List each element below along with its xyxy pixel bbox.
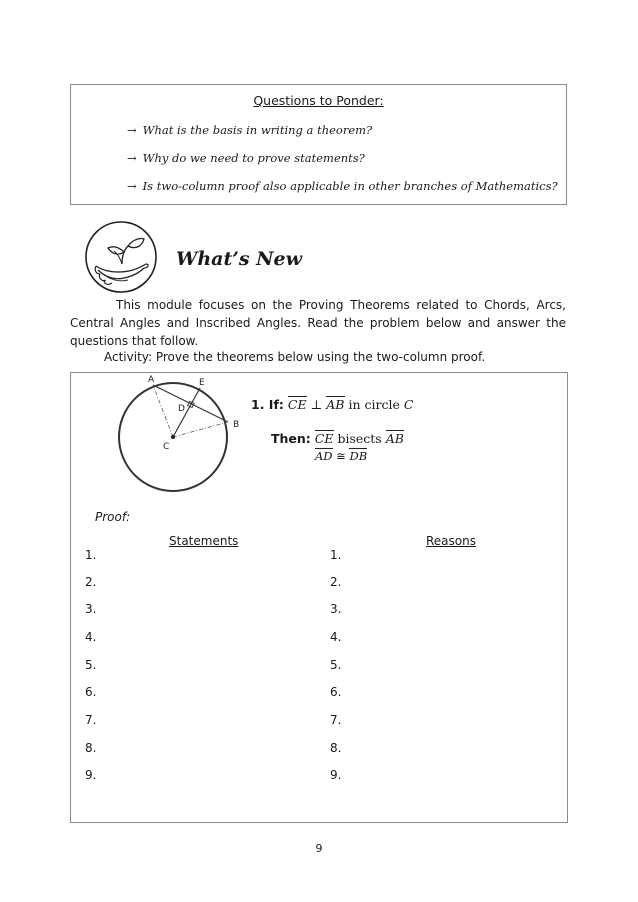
hands-with-sprout-icon [84,220,158,294]
reason-number: 3. [330,602,342,616]
reason-number: 6. [330,685,342,699]
congruent-symbol: ≅ [332,449,350,463]
reason-number: 8. [330,741,342,755]
center-point [171,435,175,439]
question-text: Is two-column proof also applicable in other branches of Mathematics? [142,179,558,193]
segment-ce-label: CE [287,397,307,412]
label-d: D [178,404,185,414]
reason-number: 7. [330,713,342,727]
arrow-icon: → [127,151,137,165]
in-circle-text: in circle [344,397,404,412]
statement-number: 8. [85,741,97,755]
segment-ad-label: AD [315,449,333,463]
statement-number: 3. [85,602,97,616]
label-e: E [199,378,205,388]
congruence-statement [315,449,367,463]
perpendicular-symbol: ⊥ [306,397,327,412]
circle-diagram [115,373,275,498]
proof-box [70,372,568,823]
statement-number: 4. [85,630,97,644]
question-text: Why do we need to prove statements? [142,151,365,165]
if-label: 1. If: [251,397,284,412]
bisects-text: bisects [333,431,386,446]
activity-instruction: Activity: Prove the theorems below using the two-column proof. [104,350,486,364]
arrow-icon: → [127,123,137,137]
reason-number: 4. [330,630,342,644]
statement-number: 1. [85,548,97,562]
question-item [127,123,372,137]
label-c: C [163,442,170,452]
then-label: Then: [271,431,311,446]
question-text: What is the basis in writing a theorem? [142,123,373,137]
question-item [127,179,558,193]
intro-paragraph: This module focuses on the Proving Theorems related to Chords, Arcs, Central Angles and Inscribed Angles. Read the problem below and answer the questions that follow. [70,298,566,348]
section-title: What’s New [176,248,302,270]
statements-header: Statements [169,534,239,548]
segment-ab-label: AB [385,431,404,446]
page-number: 9 [315,842,323,855]
segment-db-label: DB [349,449,368,463]
radius-cb [173,422,228,437]
reasons-header: Reasons [426,534,476,548]
statement-number: 6. [85,685,97,699]
label-b: B [233,420,240,430]
question-item [127,151,365,165]
statement-number: 9. [85,768,97,782]
reason-number: 2. [330,575,342,589]
segment-ab-label: AB [326,397,345,412]
given-statement [251,397,413,412]
questions-title: Questions to Ponder: [253,93,384,108]
circle-name: C [403,397,414,412]
proof-label: Proof: [95,510,131,524]
questions-box [70,84,567,205]
statement-number: 2. [85,575,97,589]
reason-number: 1. [330,548,342,562]
segment-ce-label: CE [314,431,334,446]
reason-number: 5. [330,658,342,672]
chord-ab [153,385,228,422]
prove-statement [271,431,404,463]
statement-number: 7. [85,713,97,727]
statement-number: 5. [85,658,97,672]
arrow-icon: → [127,179,137,193]
label-a: A [148,375,155,385]
reason-number: 9. [330,768,342,782]
